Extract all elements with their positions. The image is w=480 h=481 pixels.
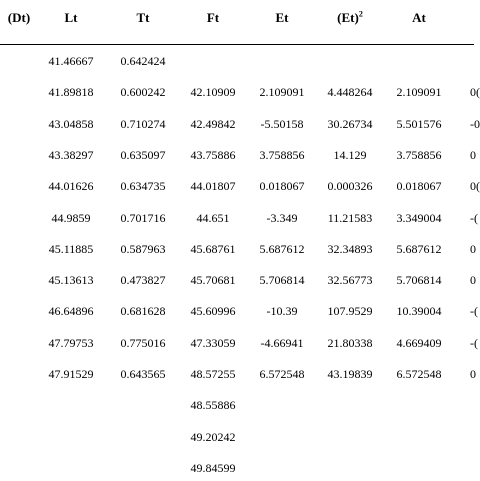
cell-ft: 45.70681 [190, 273, 236, 288]
cell-ft: 49.20242 [190, 429, 236, 444]
header-rule [0, 44, 474, 45]
cell-tt: 0.643565 [120, 367, 166, 381]
cell-edge: -( [470, 210, 478, 225]
cell-lt: 46.64896 [48, 304, 94, 319]
header-dt: (Dt) [7, 10, 31, 25]
cell-et: 5.706814 [259, 273, 305, 288]
cell-tt: 0.473827 [120, 273, 166, 288]
header-et-squared-exponent: 2 [358, 9, 363, 19]
table-row [0, 242, 474, 262]
cell-tt: 0.775016 [120, 335, 166, 350]
header-at: At [412, 10, 426, 25]
cell-at: 5.687612 [396, 241, 442, 256]
table-row [0, 367, 474, 387]
table-header-row [0, 0, 474, 44]
cell-lt: 45.11885 [48, 241, 94, 256]
cell-edge: 0 [470, 147, 476, 162]
cell-ft: 47.33059 [190, 335, 236, 350]
cell-et: 6.572548 [259, 367, 305, 381]
cell-et: 0.018067 [259, 179, 305, 194]
table-row [0, 335, 478, 356]
cell-lt: 47.79753 [48, 335, 94, 350]
cell-lt: 44.9859 [51, 210, 91, 225]
cell-lt: 41.89818 [48, 85, 94, 100]
cell-ft: 48.55886 [190, 398, 236, 413]
cell-edge: 0 [470, 367, 476, 381]
cell-edge: 0( [470, 179, 480, 194]
table-row [0, 54, 474, 74]
cell-tt: 0.701716 [120, 210, 166, 225]
cell-et2: 43.19839 [327, 367, 373, 381]
cell-ft: 45.60996 [190, 304, 236, 319]
table-row [0, 116, 480, 137]
table-row [0, 210, 478, 231]
cell-ft: 44.01807 [190, 179, 236, 194]
cell-ft: 43.75886 [190, 147, 236, 162]
cell-et: 5.687612 [259, 241, 305, 256]
table-row [0, 148, 474, 168]
cell-ft: 48.57255 [190, 367, 236, 381]
header-et-squared-base: (Et) [337, 10, 359, 25]
cell-et2: 32.34893 [327, 241, 373, 256]
cell-lt: 47.91529 [48, 367, 94, 381]
cell-edge: -( [470, 304, 478, 319]
cell-et: 3.758856 [259, 147, 305, 162]
cell-et2: 14.129 [333, 147, 367, 162]
cell-at: 10.39004 [396, 304, 442, 319]
header-et: Et [275, 10, 289, 25]
cell-lt: 45.13613 [48, 273, 94, 288]
cell-tt: 0.681628 [120, 304, 166, 319]
cell-edge: 0 [470, 241, 476, 256]
cell-lt: 43.04858 [48, 116, 94, 131]
cell-et: 2.109091 [259, 85, 305, 100]
cell-ft: 44.651 [196, 210, 230, 225]
cell-et2: 4.448264 [327, 85, 373, 100]
cell-lt: 44.01626 [48, 179, 94, 194]
cell-edge: 0 [470, 273, 476, 288]
cell-at: 2.109091 [396, 85, 442, 100]
cell-tt: 0.587963 [120, 241, 166, 256]
cell-at: 5.706814 [396, 273, 442, 288]
cell-ft: 45.68761 [190, 241, 236, 256]
cell-et: -5.50158 [260, 116, 304, 131]
cell-tt: 0.635097 [120, 147, 166, 162]
cell-at: 3.349004 [396, 210, 442, 225]
cell-tt: 0.600242 [120, 85, 166, 100]
cell-at: 5.501576 [396, 116, 442, 131]
cell-et: -10.39 [266, 304, 298, 319]
header-ft: Ft [206, 10, 220, 25]
table-row [0, 273, 474, 293]
header-lt: Lt [64, 10, 78, 25]
cell-ft: 42.49842 [190, 116, 236, 131]
cell-lt: 41.46667 [48, 54, 94, 68]
header-et-squared [337, 10, 363, 26]
table-row [0, 85, 480, 105]
table-row [0, 304, 478, 324]
header-tt: Tt [136, 10, 150, 25]
cell-edge: -( [470, 335, 478, 350]
cell-et2: 30.26734 [327, 116, 373, 131]
table-row [0, 398, 474, 418]
cell-at: 3.758856 [396, 147, 442, 162]
cell-lt: 43.38297 [48, 147, 94, 162]
table-row [0, 461, 474, 481]
table-row [0, 430, 474, 450]
cell-ft: 42.10909 [190, 85, 236, 100]
cell-et2: 0.000326 [327, 179, 373, 194]
cell-et2: 107.9529 [327, 304, 373, 319]
cell-tt: 0.634735 [120, 179, 166, 194]
cell-ft: 49.84599 [190, 460, 236, 475]
cell-tt: 0.710274 [120, 116, 166, 131]
cell-at: 0.018067 [396, 179, 442, 194]
cell-et: -4.66941 [260, 335, 304, 350]
cell-edge: -0 [470, 116, 480, 131]
cell-at: 6.572548 [396, 367, 442, 381]
cell-et2: 21.80338 [327, 335, 373, 350]
cell-et2: 11.21583 [327, 210, 373, 225]
cell-et2: 32.56773 [327, 273, 373, 288]
cell-edge: 0( [470, 85, 480, 100]
cell-at: 4.669409 [396, 335, 442, 350]
cell-tt: 0.642424 [120, 54, 166, 68]
cell-et: -3.349 [266, 210, 298, 225]
table-row [0, 179, 480, 199]
